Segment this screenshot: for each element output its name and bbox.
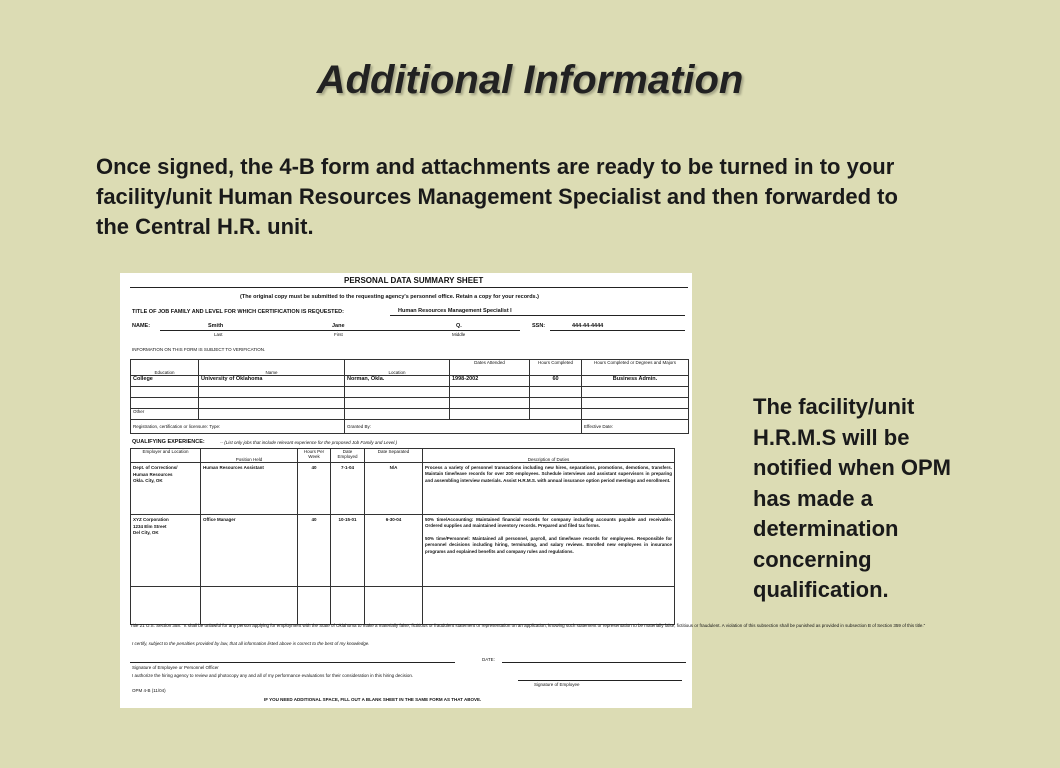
- exp-employed: 7-1-04: [331, 463, 365, 515]
- registration-label: Registration, certification or licensure: Type:: [131, 420, 345, 434]
- edu-cell: 60: [530, 376, 582, 387]
- exp-hours: 40: [298, 463, 331, 515]
- exp-header-duties: Description of Duties: [423, 449, 675, 463]
- middle-label: Middle: [452, 332, 466, 337]
- first-label: First: [334, 332, 343, 337]
- side-note: The facility/unit H.R.M.S will be notified when OPM has made a determination concerning qualification.: [753, 394, 951, 602]
- authorize-text: I authorize the hiring agency to review and photocopy any and all of my performance evaluations for their consideration in this hiring decision.: [132, 673, 414, 678]
- exp-duties-2: 50% time/Personnel: Maintained all personnel, payroll, and time/leave records for employees. Responsible for personnel decisions including hiring, terminating, and salary reviews. Enrolled new employees in insurance programs and explained benefits and company rules and regulations.: [425, 535, 672, 554]
- employer-line: Human Resources: [133, 471, 173, 477]
- edu-cell: 1998-2002: [450, 376, 530, 387]
- middle-name-value: Q.: [456, 323, 462, 329]
- slide-title: Additional Information: [316, 58, 744, 102]
- employer-line: 1234 Elm Street: [133, 523, 167, 529]
- exp-duties: 50% time/Accounting: Maintained financial records for company including accounts payable and receivable. Ordered supplies and maintained inventory records. Prepared and filed tax forms.: [425, 517, 672, 529]
- exp-employed: 10-15-01: [331, 515, 365, 587]
- form-subtitle: (The original copy must be submitted to the requesting agency's personnel office. Retain a copy for your records.): [240, 294, 539, 300]
- qualifying-note: -- (List only jobs that include relevant experience for the proposed Job Family and Level.): [220, 440, 398, 445]
- statute-text: Title 21 O.S. Section 358: "It shall be unlawful for any person applying for employment with the State of Oklahoma to make a materially false, fictitious or fraudulent statement or representation on an application, knowing such statement or representation to be materially false, fictitious or fraudulent. A violation of this subsection shall be punished as provided in subsection B of Section 359 of this title.": [130, 623, 926, 628]
- edu-cell: Business Admin.: [582, 376, 689, 387]
- education-table: [130, 359, 689, 434]
- edu-other-label: Other: [131, 409, 199, 420]
- edu-header-degrees: Hours Completed or Degrees and Majors: [582, 360, 689, 376]
- verification-note: INFORMATION ON THIS FORM IS SUBJECT TO VERIFICATION.: [132, 347, 266, 352]
- edu-header-name: Name: [199, 360, 345, 376]
- edu-header-education: Education: [131, 360, 199, 376]
- exp-separated: 6-30-04: [365, 515, 423, 587]
- exp-hours: 40: [298, 515, 331, 587]
- job-value: Human Resources Management Specialist I: [398, 308, 512, 314]
- last-label: Last: [214, 332, 223, 337]
- edu-cell: Norman, Okla.: [345, 376, 450, 387]
- last-name-value: Smith: [208, 323, 224, 329]
- qualifying-label: QUALIFYING EXPERIENCE:: [132, 439, 205, 445]
- exp-header-hours: Hours Per Week: [298, 449, 331, 463]
- exp-header-employer: Employer and Location: [131, 449, 201, 463]
- intro-paragraph: Once signed, the 4-B form and attachments are ready to be turned in to your facility/unit Human Resources Management Specialist and then forwarded to the Central H.R. unit.: [96, 154, 898, 239]
- form-title: PERSONAL DATA SUMMARY SHEET: [344, 276, 484, 285]
- exp-separated: N/A: [365, 463, 423, 515]
- form-number: OPM 4-B (11/04): [132, 688, 166, 693]
- signature-employee-label: Signature of Employee: [534, 682, 580, 687]
- name-label: NAME:: [132, 323, 151, 329]
- certify-text: I certify, subject to the penalties provided by law, that all information listed above is correct to the best of my knowledge.: [132, 641, 370, 646]
- employer-line: Dept. of Corrections/: [133, 465, 178, 470]
- effective-date-label: Effective Date:: [582, 420, 689, 434]
- exp-header-position: Position Held: [201, 449, 298, 463]
- employer-line: Del City, OK: [133, 530, 159, 535]
- first-name-value: Jane: [332, 323, 345, 329]
- date-label: DATE:: [482, 657, 495, 662]
- edu-cell: College: [131, 376, 199, 387]
- exp-header-separated: Date Separated: [365, 449, 423, 463]
- exp-position: Human Resources Assistant: [201, 463, 298, 515]
- exp-duties: Process a variety of personnel transactions including new hires, separations, promotions, demotions, transfers. Maintain time/leave records for over 200 employees. Schedule interviews and assistant supervisors in preparing and assembling interview materials. Assist H.R.M.S. with annual insurance option period meetings and enrollment.: [423, 463, 675, 515]
- form-footer: IF YOU NEED ADDITIONAL SPACE, FILL OUT A BLANK SHEET IN THE SAME FORM AS THAT ABOVE.: [264, 697, 482, 702]
- exp-position: Office Manager: [201, 515, 298, 587]
- job-label: TITLE OF JOB FAMILY AND LEVEL FOR WHICH CERTIFICATION IS REQUESTED:: [132, 309, 344, 315]
- ssn-value: 444-44-4444: [572, 323, 604, 329]
- employer-line: Okla. City, OK: [133, 478, 163, 483]
- exp-header-employed: Date Employed: [331, 449, 365, 463]
- employer-line: XYZ Corporation: [133, 517, 169, 522]
- edu-header-dates: Dates Attended: [450, 360, 530, 376]
- signature-officer-label: Signature of Employee or Personnel Officer: [132, 665, 219, 670]
- granted-by-label: Granted By:: [345, 420, 582, 434]
- edu-header-hours: Hours Completed: [530, 360, 582, 376]
- edu-header-location: Location: [345, 360, 450, 376]
- edu-cell: University of Oklahoma: [199, 376, 345, 387]
- experience-table: [130, 448, 675, 625]
- ssn-label: SSN:: [532, 323, 546, 329]
